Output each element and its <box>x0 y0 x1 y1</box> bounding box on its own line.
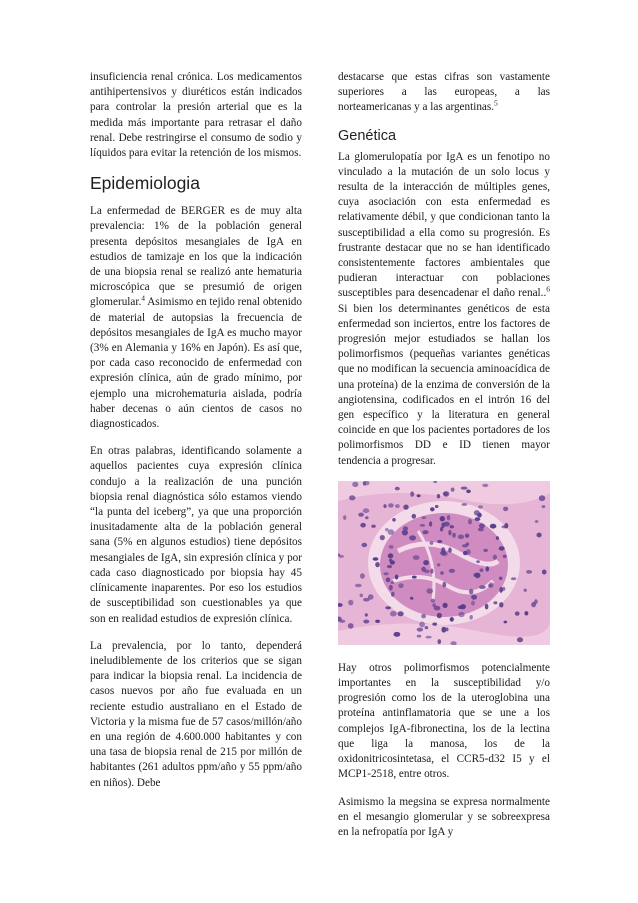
cell-nucleus <box>443 491 449 497</box>
cell-nucleus <box>395 487 400 491</box>
right-column <box>338 70 550 852</box>
cell-nucleus <box>422 516 427 519</box>
cell-nucleus <box>461 503 467 506</box>
cell-nucleus <box>375 562 380 567</box>
cell-nucleus <box>448 547 452 552</box>
section-heading-genetica: Genética <box>338 127 397 144</box>
cell-nucleus <box>450 617 454 622</box>
reference-marker: 4 <box>141 293 146 303</box>
histology-micrograph <box>338 481 550 645</box>
paragraph-text: destacarse que estas cifras son vastamente superiores a las europeas, a las norteamericanas y a las argentinas. <box>338 71 550 114</box>
cell-nucleus <box>478 505 483 508</box>
cell-nucleus <box>479 568 483 572</box>
cell-nucleus <box>339 555 345 558</box>
cell-nucleus <box>410 597 413 600</box>
cell-nucleus <box>388 503 394 507</box>
paragraph-intro: insuficiencia renal crónica. Los medicamentos antihipertensivos y diuréticos están indicados para controlar la presión arterial que es la medida más importante para retrasar el daño renal. Debe restringirse el consumo de sodio y líquidos para evitar la retención de los mismos. <box>90 71 302 160</box>
cell-nucleus <box>388 553 394 558</box>
cell-nucleus <box>517 637 523 642</box>
cell-nucleus <box>413 555 420 560</box>
cell-nucleus <box>440 527 443 532</box>
cell-nucleus <box>515 611 520 615</box>
cell-nucleus <box>380 535 385 540</box>
cell-nucleus <box>352 482 358 487</box>
cell-nucleus <box>461 486 468 489</box>
cell-nucleus <box>452 532 456 537</box>
cell-nucleus <box>503 506 508 511</box>
glomerulus-histology-image <box>338 481 550 645</box>
reference-marker: 6 <box>546 284 550 294</box>
cell-nucleus <box>504 523 508 529</box>
paragraph-epidemiologia-2: En otras palabras, identificando solamente a aquellos pacientes cuya expresión clínica condujo a la realización de una punción biopsia renal diagnóstica sólo estamos viendo “la punta del iceberg”, ya que una proporción inusitadamente alta de la población general sana (5% en algunos estudios) tiene depósitos mesangiales de IgA, sin expresión clínica y por cada caso diagnosticado por biopsia hay 45 clínicamente inaparentes. Por eso los estudios de susceptibilidad son cuestionables ya que son en realidad estudios de expresión clínica. <box>90 445 302 625</box>
cell-nucleus <box>483 549 487 552</box>
cell-nucleus <box>430 541 434 545</box>
cell-nucleus <box>398 583 403 588</box>
cell-nucleus <box>419 621 425 627</box>
cell-nucleus <box>390 611 397 617</box>
cell-nucleus <box>449 569 455 573</box>
cell-nucleus <box>437 540 442 543</box>
paragraph-genetica-2: Hay otros polimorfismos potencialmente importantes en la susceptibilidad y/o progresión como los de la uteroglobina una proteína antinflamatoria que se une a los complejos IgA-fibronectina, los de la lectina que liga la manosa, los de la oxidonitricosintetasa, el CCR5-d32 I5 y el MCP1-2518, entre otros. <box>338 661 550 781</box>
cell-nucleus <box>482 484 488 487</box>
cell-nucleus <box>539 495 545 501</box>
cell-nucleus <box>385 606 391 609</box>
cell-nucleus <box>417 494 421 497</box>
cell-nucleus <box>524 611 528 615</box>
cell-nucleus <box>524 588 527 591</box>
cell-nucleus <box>534 599 538 604</box>
cell-nucleus <box>475 517 481 521</box>
cell-nucleus <box>360 523 366 528</box>
cell-nucleus <box>339 619 345 622</box>
cell-nucleus <box>447 515 451 520</box>
cell-nucleus <box>409 535 416 540</box>
cell-nucleus <box>348 623 354 629</box>
cell-nucleus <box>460 604 466 609</box>
cell-nucleus <box>349 495 355 500</box>
cell-nucleus <box>466 549 471 554</box>
cell-nucleus <box>371 524 375 527</box>
cell-nucleus <box>365 613 368 616</box>
cell-nucleus <box>432 622 437 625</box>
cell-nucleus <box>471 595 477 600</box>
cell-nucleus <box>358 512 364 516</box>
cell-nucleus <box>499 587 503 593</box>
cell-nucleus <box>430 507 435 511</box>
cell-nucleus <box>499 546 505 550</box>
cell-nucleus <box>395 504 400 508</box>
cell-nucleus <box>445 627 448 631</box>
cell-nucleus <box>363 598 370 602</box>
cell-nucleus <box>466 542 470 545</box>
cell-nucleus <box>477 512 482 517</box>
cell-nucleus <box>440 516 445 521</box>
cell-nucleus <box>442 582 446 588</box>
cell-nucleus <box>387 565 392 568</box>
cell-nucleus <box>493 601 497 604</box>
cell-nucleus <box>440 571 444 575</box>
cell-nucleus <box>443 603 448 608</box>
cell-nucleus <box>485 604 489 610</box>
cell-nucleus <box>392 518 396 522</box>
cell-nucleus <box>526 570 532 574</box>
cell-nucleus <box>412 575 417 578</box>
cell-nucleus <box>343 515 346 520</box>
cell-nucleus <box>437 494 440 498</box>
cell-nucleus <box>434 606 441 611</box>
paragraph-epidemiologia-3: La prevalencia, por lo tanto, dependerá ineludiblemente de los criterios que se sigan para indicar la biopsia renal. La incidencia de casos nuevos por año fue evaluada en un reciente estudio australiano en el Estado de Victoria y la misma fue de 57 casos/millón/año en una región de 4.600.000 habitantes y con una tasa de biopsia renal de 215 por millón de habitantes (261 adultos ppm/año y 55 ppm/año en niños). Debe <box>90 639 302 789</box>
cell-nucleus <box>458 612 464 617</box>
cell-nucleus <box>476 560 480 563</box>
cell-nucleus <box>423 560 429 565</box>
cell-nucleus <box>360 573 365 579</box>
cell-nucleus <box>542 569 547 574</box>
cell-nucleus <box>429 521 432 526</box>
paragraph-genetica-1 <box>338 150 550 469</box>
cell-nucleus <box>537 532 542 537</box>
cell-nucleus <box>388 529 395 535</box>
cell-nucleus <box>486 566 490 571</box>
cell-nucleus <box>391 592 395 597</box>
cell-nucleus <box>479 523 485 528</box>
cell-nucleus <box>403 526 408 530</box>
cell-nucleus <box>391 581 395 584</box>
cell-nucleus <box>435 505 439 508</box>
cell-nucleus <box>469 589 473 595</box>
cell-nucleus <box>441 547 445 552</box>
cell-nucleus <box>395 574 399 579</box>
cell-nucleus <box>361 543 367 547</box>
cell-nucleus <box>473 573 480 577</box>
cell-nucleus <box>420 524 425 527</box>
cell-nucleus <box>403 504 408 509</box>
cell-nucleus <box>458 534 464 539</box>
cell-nucleus <box>422 530 428 534</box>
cell-nucleus <box>355 584 362 588</box>
cell-nucleus <box>503 554 507 557</box>
cell-nucleus <box>417 634 422 637</box>
cell-nucleus <box>365 516 369 519</box>
paragraph-text: La enfermedad de BERGER es de muy alta prevalencia: 1% de la población general presenta depósitos mesangiales de IgA en estudios de tamizaje en los que la indicación de una biopsia renal se realizó ante hematuria microscópica que se presumió de origen glomerular. <box>90 205 302 309</box>
cell-nucleus <box>373 557 379 561</box>
cell-nucleus <box>383 572 388 575</box>
cell-nucleus <box>437 563 440 566</box>
left-column <box>90 70 302 803</box>
cell-nucleus <box>471 600 475 605</box>
cell-nucleus <box>425 626 429 629</box>
cell-nucleus <box>535 520 539 523</box>
paragraph-text: La glomerulopatía por IgA es un fenotipo no vinculado a la mutación de un solo locus y resulta de la interacción de múltiples genes, cuya asociación con esta enfermedad es relativamente débil, y que condicionan tanto la susceptibilidad a ella como su progresión. Es frustrante destacar que no se han identificado consistentemente factores ambientales que pudieran interactuar con poblaciones susceptibles para desencadenar el daño renal.. <box>338 150 550 300</box>
cell-nucleus <box>511 577 516 580</box>
cell-nucleus <box>438 639 442 644</box>
cell-nucleus <box>470 615 473 620</box>
cell-nucleus <box>499 602 503 607</box>
cell-nucleus <box>389 558 392 561</box>
section-heading-epidemiologia: Epidemiologia <box>90 173 200 194</box>
cell-nucleus <box>410 491 414 496</box>
cell-nucleus <box>489 582 494 587</box>
cell-nucleus <box>417 627 423 631</box>
cell-nucleus <box>389 585 393 591</box>
cell-nucleus <box>398 611 404 616</box>
cell-nucleus <box>412 514 417 519</box>
cell-nucleus <box>426 636 432 639</box>
cell-nucleus <box>496 536 499 540</box>
cell-nucleus <box>493 554 497 559</box>
cell-nucleus <box>437 613 442 619</box>
cell-nucleus <box>383 504 386 508</box>
cell-nucleus <box>389 545 394 549</box>
cell-nucleus <box>360 593 364 597</box>
cell-nucleus <box>426 588 433 593</box>
reference-marker: 5 <box>494 98 498 108</box>
cell-nucleus <box>465 533 469 537</box>
paragraph-epidemiologia-1 <box>90 204 302 432</box>
cell-nucleus <box>448 530 451 536</box>
cell-nucleus <box>504 620 508 623</box>
cell-nucleus <box>468 519 472 525</box>
cell-nucleus <box>450 525 454 528</box>
cell-nucleus <box>499 576 503 580</box>
paragraph-text: Si bien los determinantes genéticos de esta enfermedad son inciertos, entre los factores de progresión mejor estudiados se hallan los polimorfismos (pequeñas variantes genéticas que no modifican la secuencia aminoacídica de una proteína) de la enzima de conversión de la angiotensina, codificados en el intrón 16 del gen específico y la literatura en general coincide en que los pacientes portadores de los polimorfismos DD e ID tienen mayor tendencia a progresar. <box>338 302 550 467</box>
paragraph-continuation <box>338 70 550 116</box>
cell-nucleus <box>375 619 380 622</box>
cell-nucleus <box>394 632 401 637</box>
cell-nucleus <box>451 487 455 491</box>
cell-nucleus <box>348 600 353 606</box>
cell-nucleus <box>363 508 370 513</box>
cell-nucleus <box>542 505 546 508</box>
paragraph-text: Asimismo en tejido renal obtenido de material de autopsias la frecuencia de depósitos mesangiales de IgA es mucho mayor (3% en Alemania y 16% en Japón). Es así que, por cada caso reconocido de enfermedad con expresión clínica, aún de grado mínimo, por ejemplo una microhematuria aislada, podría haber decenas o aún cientos de casos no diagnosticados. <box>90 296 302 431</box>
cell-nucleus <box>363 481 366 485</box>
cell-nucleus <box>386 577 391 582</box>
cell-nucleus <box>421 614 426 619</box>
paragraph-genetica-3: Asimismo la megsina se expresa normalmente en el mesangio glomerular y se sobreexpresa en la nefropatía por IgA y <box>338 795 550 838</box>
cell-nucleus <box>421 566 426 571</box>
cell-nucleus <box>490 524 497 529</box>
cell-nucleus <box>479 585 486 589</box>
cell-nucleus <box>466 489 471 493</box>
cell-nucleus <box>430 568 433 573</box>
cell-nucleus <box>363 619 369 623</box>
cell-nucleus <box>431 599 435 603</box>
